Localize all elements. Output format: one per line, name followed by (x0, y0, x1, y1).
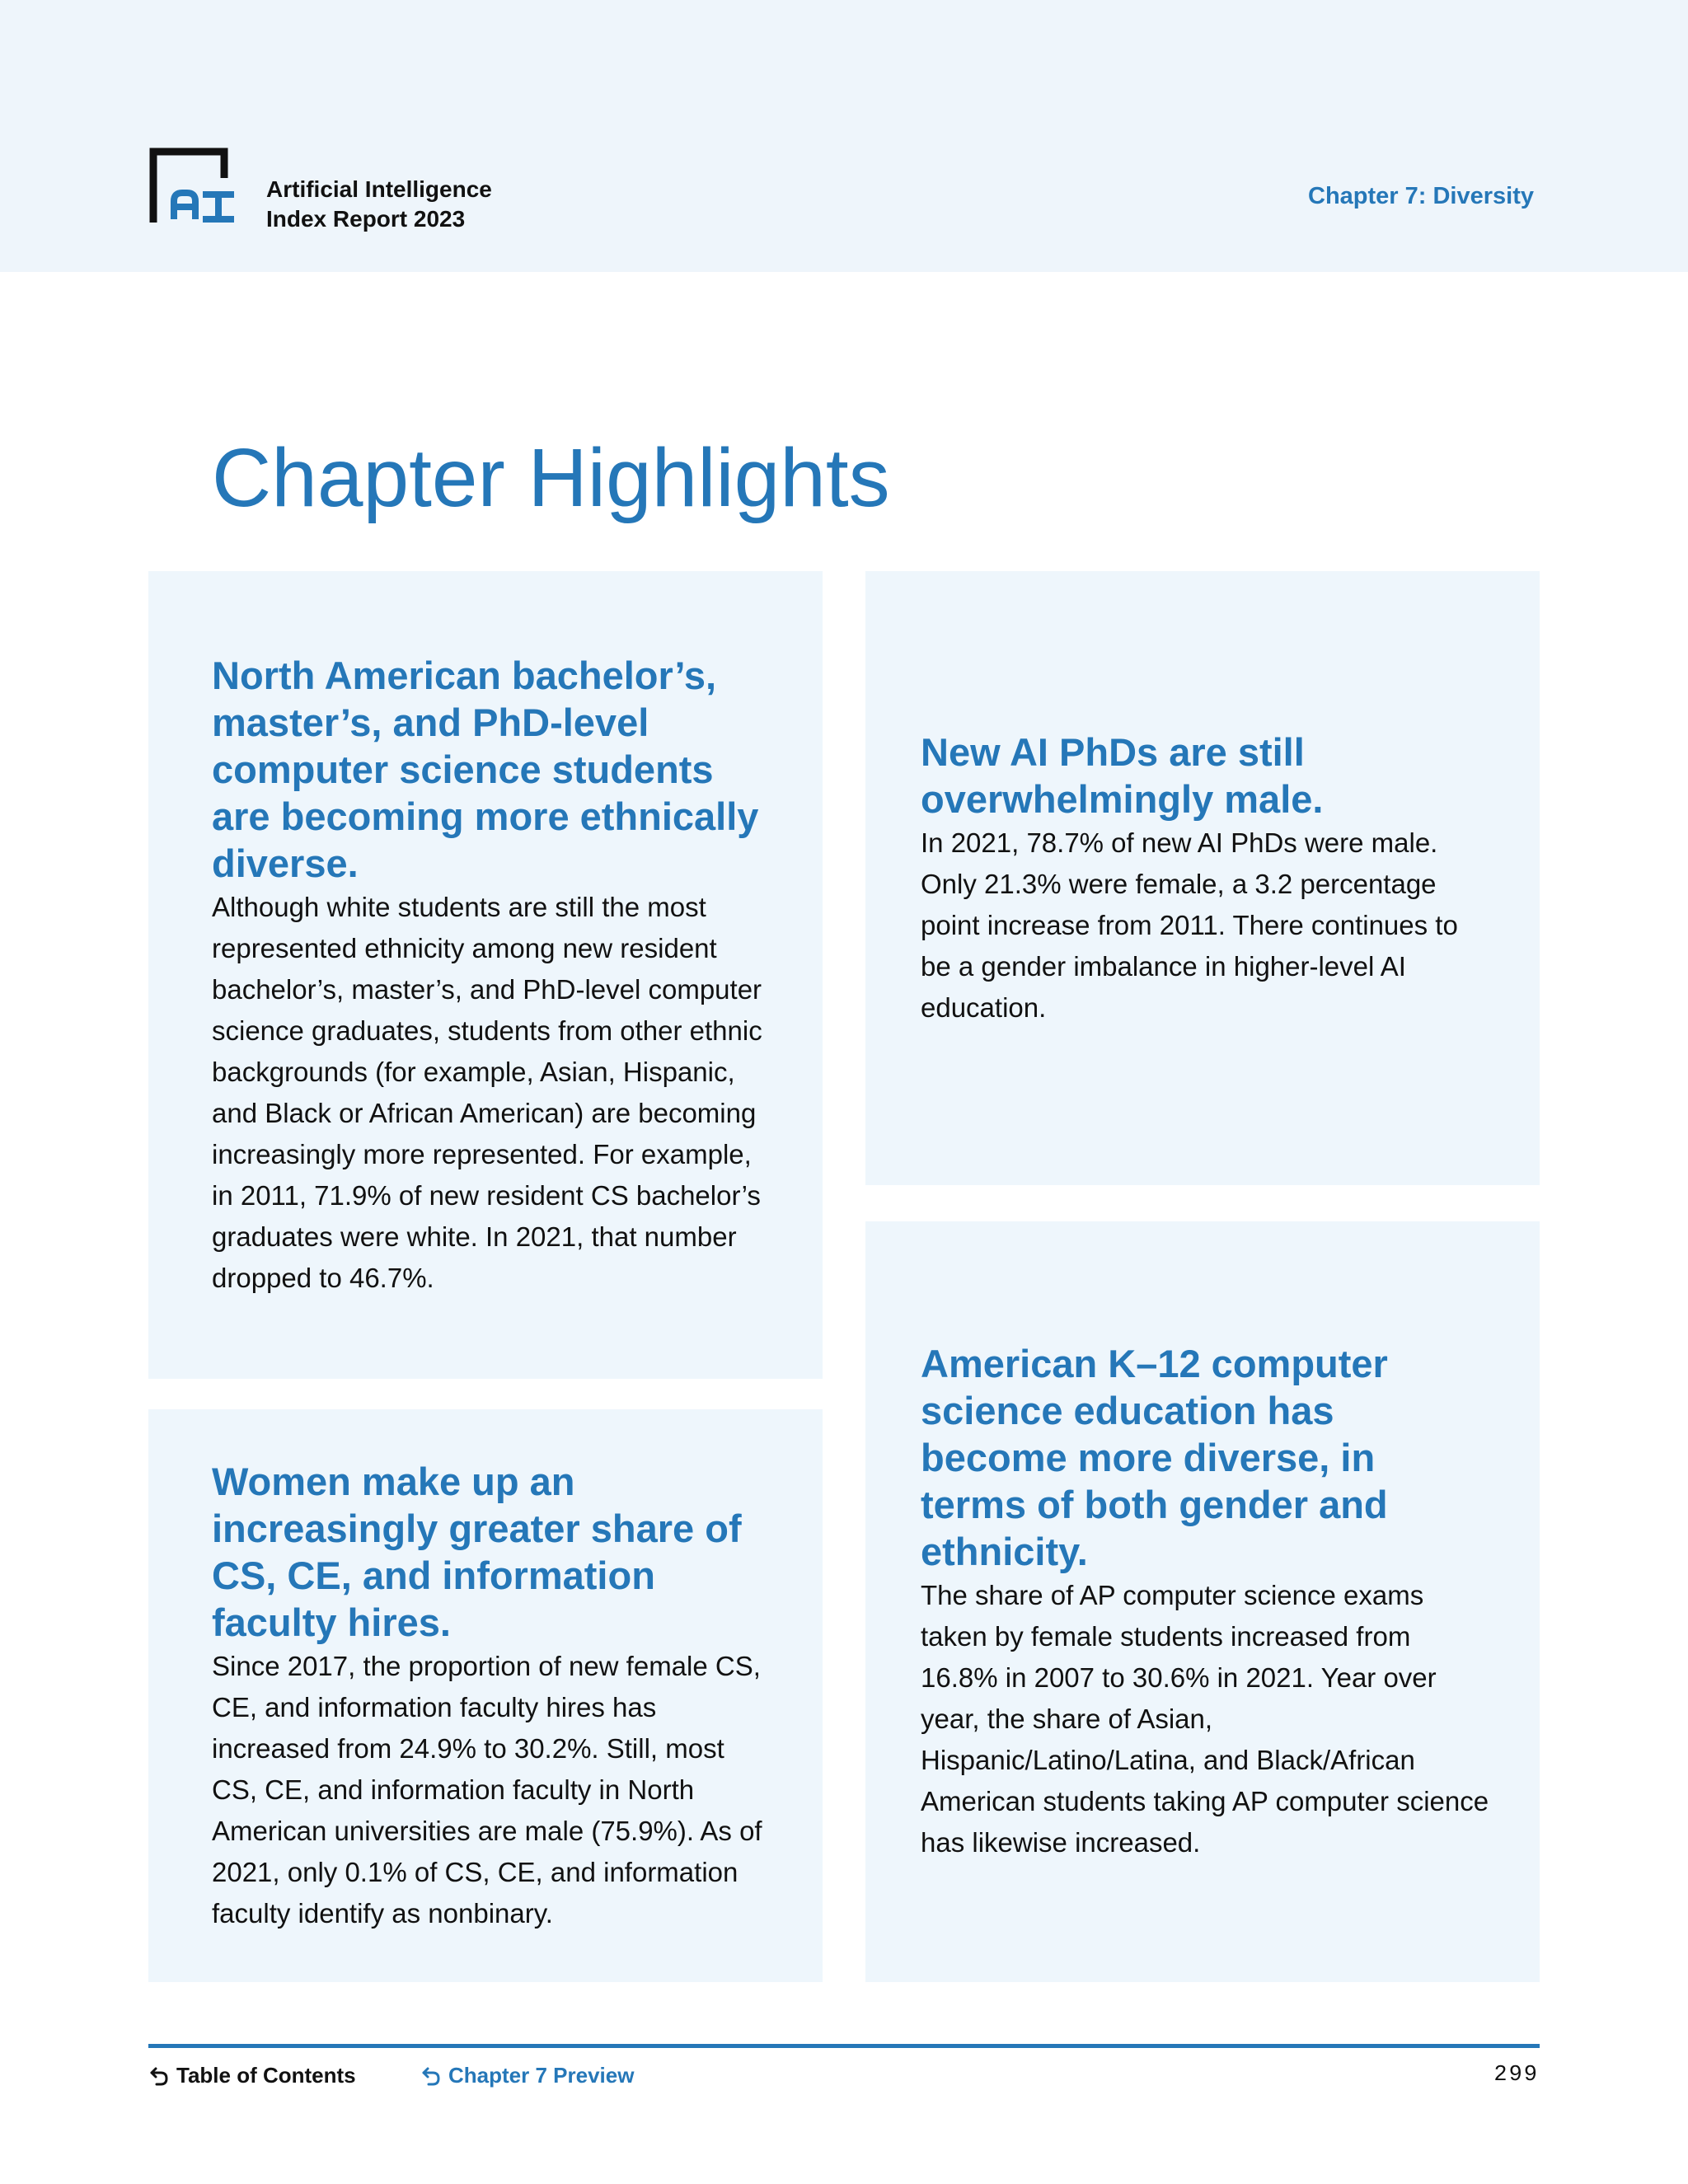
header-band (0, 0, 1688, 272)
report-title-line1: Artificial Intelligence (266, 176, 492, 202)
chapter-label: Chapter 7: Diversity (1308, 183, 1534, 209)
table-of-contents-link[interactable] (148, 2060, 356, 2090)
page-title: Chapter Highlights (212, 432, 890, 524)
highlight-body: Although white students are still the most represented ethnicity among new resident bachelor’s, master’s, and PhD-level computer science graduates, students from other ethnic backgrounds (for example, Asian, Hispanic, and Black or African American) are becoming increasingly more represented. For example, in 2011, 71.9% of new resident CS bachelor’s graduates were white. In 2021, that number dropped to 46.7%. (212, 891, 762, 1293)
return-arrow-icon (420, 2064, 442, 2086)
page-number: 299 (1493, 2063, 1539, 2088)
highlight-card-k12 (865, 1221, 1540, 1982)
chapter-preview-link[interactable] (420, 2060, 634, 2090)
highlight-body: Since 2017, the proportion of new female CS, CE, and information faculty hires has increased from 24.9% to 30.2%. Still, most CS, CE, and information faculty in North American universities are male (75.9%). As of 2021, only 0.1% of CS, CE, and information faculty identify as nonbinary. (212, 1650, 762, 1929)
highlight-heading: New AI PhDs are still overwhelmingly male. (921, 729, 1324, 821)
highlight-body: The share of AP computer science exams taken by female students increased from 16.8% in 2007 to 30.6% in 2021. Year over year, the share of Asian, Hispanic/Latino/Latina, and Black/African American students taking AP computer science has likewise increased. (921, 1580, 1489, 1858)
footer-divider (148, 2044, 1540, 2048)
highlight-card-faculty-hires (148, 1409, 823, 1982)
highlight-body: In 2021, 78.7% of new AI PhDs were male. Only 21.3% were female, a 3.2 percentage point increase from 2011. There continues to be a gender imbalance in higher-level AI education. (921, 827, 1458, 1023)
chapter-preview-label: Chapter 7 Preview (448, 2063, 635, 2088)
highlight-heading: American K–12 computer science education has become more diverse, in terms of both gender and ethnicity. (921, 1342, 1388, 1573)
highlight-card-ethnic-diversity (148, 571, 823, 1379)
report-title-line2: Index Report 2023 (266, 206, 466, 232)
return-arrow-icon (148, 2064, 170, 2086)
highlight-heading: Women make up an increasingly greater share of CS, CE, and information faculty hires. (212, 1459, 742, 1644)
table-of-contents-label: Table of Contents (176, 2063, 356, 2088)
report-title (266, 175, 492, 234)
ai-index-logo (148, 147, 239, 229)
highlight-card-ai-phds (865, 571, 1540, 1185)
highlight-heading: North American bachelor’s, master’s, and PhD-level computer science students are becoming more ethnically diverse. (212, 653, 759, 885)
